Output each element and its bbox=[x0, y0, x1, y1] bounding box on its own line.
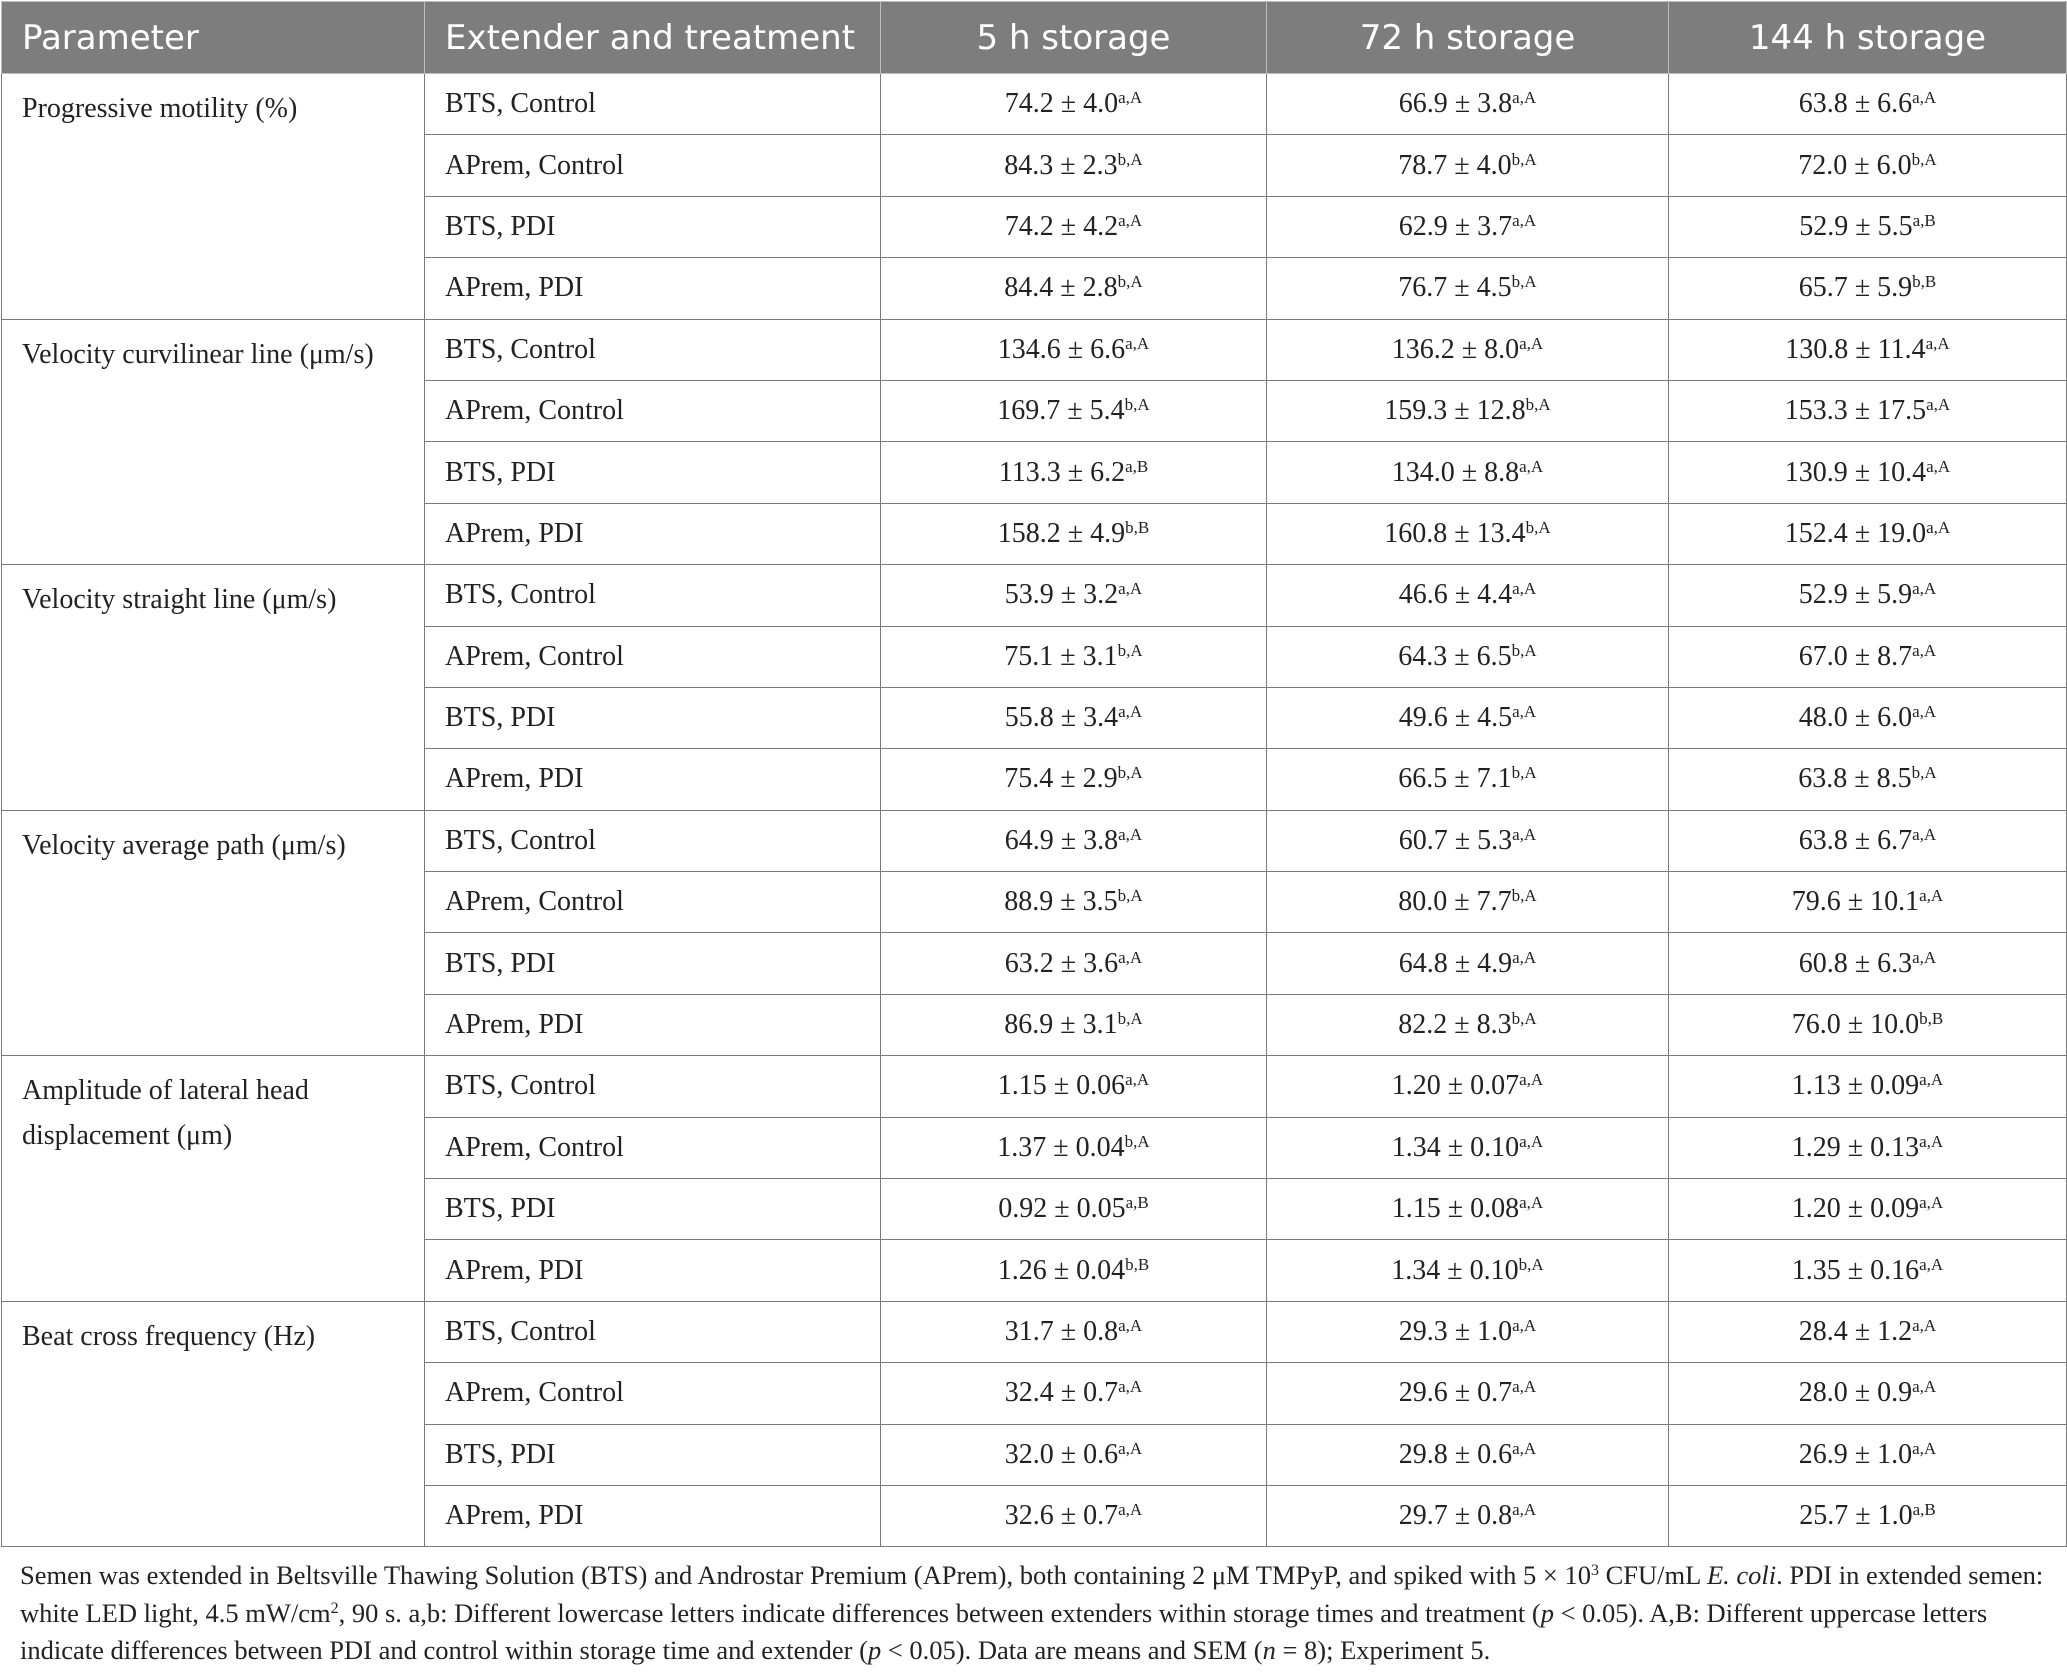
footnote-p-symbol: p bbox=[867, 1635, 882, 1665]
value-72h-significance: a,A bbox=[1519, 1131, 1544, 1151]
footnote-superscript: 3 bbox=[1590, 1562, 1599, 1579]
treatment-cell: BTS, Control bbox=[425, 810, 881, 871]
footnote-text: < 0.05). Data are means and SEM ( bbox=[881, 1635, 1263, 1665]
value-5h-significance: b,B bbox=[1125, 1254, 1150, 1274]
value-5h-mean-sem: 32.4 ± 0.7 bbox=[1004, 1377, 1119, 1409]
value-5h-mean-sem: 55.8 ± 3.4 bbox=[1004, 702, 1119, 734]
value-144h-mean-sem: 28.4 ± 1.2 bbox=[1798, 1316, 1913, 1347]
value-72h-cell bbox=[1267, 1240, 1669, 1301]
treatment-cell: APrem, Control bbox=[425, 626, 881, 687]
value-5h-mean-sem: 1.26 ± 0.04 bbox=[997, 1254, 1126, 1286]
value-5h-mean-sem: 63.2 ± 3.6 bbox=[1004, 947, 1119, 979]
treatment-cell: BTS, Control bbox=[425, 319, 881, 380]
value-144h-significance: a,A bbox=[1919, 1254, 1944, 1274]
value-5h-cell bbox=[881, 503, 1267, 564]
value-144h-cell bbox=[1669, 1301, 2067, 1362]
parameter-label: Velocity straight line (μm/s) bbox=[22, 584, 337, 616]
footnote-text: , 90 s. a,b: Different lowercase letters indicate differences between extenders within storage times and treatment ( bbox=[338, 1597, 1541, 1628]
value-144h-cell bbox=[1669, 319, 2067, 380]
value-144h-mean-sem: 52.9 ± 5.5 bbox=[1799, 210, 1913, 242]
footnote-p-symbol: p bbox=[1540, 1597, 1554, 1628]
value-72h-significance: a,A bbox=[1519, 1070, 1544, 1090]
value-5h-mean-sem: 1.37 ± 0.04 bbox=[997, 1131, 1125, 1163]
footnote-superscript: 2 bbox=[330, 1599, 339, 1617]
value-144h-significance: a,A bbox=[1926, 517, 1951, 537]
value-5h-cell bbox=[881, 687, 1267, 748]
value-72h-cell bbox=[1267, 135, 1669, 196]
value-144h-cell bbox=[1669, 687, 2067, 748]
value-72h-mean-sem: 80.0 ± 7.7 bbox=[1398, 886, 1512, 918]
value-5h-mean-sem: 169.7 ± 5.4 bbox=[997, 395, 1125, 427]
parameter-label: Beat cross frequency (Hz) bbox=[22, 1320, 316, 1352]
value-72h-cell bbox=[1267, 74, 1669, 135]
value-5h-significance: a,A bbox=[1118, 1316, 1143, 1335]
value-72h-mean-sem: 160.8 ± 13.4 bbox=[1384, 517, 1526, 549]
value-5h-cell bbox=[881, 196, 1267, 257]
value-5h-cell bbox=[881, 994, 1267, 1055]
treatment-cell: APrem, PDI bbox=[425, 1240, 881, 1301]
value-144h-significance: a,A bbox=[1912, 1377, 1937, 1397]
value-5h-cell bbox=[881, 1240, 1267, 1301]
value-144h-mean-sem: 72.0 ± 6.0 bbox=[1798, 149, 1912, 181]
value-5h-mean-sem: 158.2 ± 4.9 bbox=[997, 517, 1126, 549]
parameter-cell bbox=[2, 565, 425, 811]
value-72h-cell bbox=[1267, 933, 1669, 994]
value-5h-mean-sem: 75.1 ± 3.1 bbox=[1004, 640, 1118, 672]
value-5h-significance: a,A bbox=[1125, 333, 1150, 353]
value-144h-cell bbox=[1669, 810, 2067, 871]
value-144h-significance: a,A bbox=[1912, 702, 1937, 722]
value-5h-mean-sem: 64.9 ± 3.8 bbox=[1004, 824, 1119, 856]
value-144h-mean-sem: 67.0 ± 8.7 bbox=[1798, 640, 1913, 672]
header-144h-storage: 144 h storage bbox=[1669, 2, 2067, 74]
value-144h-significance: a,A bbox=[1926, 395, 1951, 415]
value-144h-significance: a,A bbox=[1919, 1070, 1944, 1090]
value-72h-cell bbox=[1267, 442, 1669, 503]
value-72h-cell bbox=[1267, 258, 1669, 319]
parameter-label-line: displacement (μm) bbox=[22, 1120, 233, 1152]
value-144h-mean-sem: 79.6 ± 10.1 bbox=[1791, 886, 1920, 918]
value-144h-cell bbox=[1669, 565, 2067, 626]
parameter-cell bbox=[2, 74, 425, 320]
value-144h-significance: b,A bbox=[1911, 149, 1937, 169]
value-72h-cell bbox=[1267, 503, 1669, 564]
value-144h-mean-sem: 130.9 ± 10.4 bbox=[1784, 456, 1927, 488]
value-144h-mean-sem: 48.0 ± 6.0 bbox=[1798, 702, 1913, 734]
value-144h-significance: a,A bbox=[1912, 824, 1937, 844]
value-144h-significance: a,B bbox=[1912, 1500, 1936, 1520]
parameter-cell bbox=[2, 1056, 425, 1302]
header-row bbox=[2, 2, 2067, 74]
value-72h-mean-sem: 76.7 ± 4.5 bbox=[1398, 272, 1512, 304]
value-5h-significance: b,A bbox=[1124, 1131, 1150, 1151]
value-72h-significance: a,A bbox=[1512, 579, 1537, 599]
value-5h-significance: a,A bbox=[1118, 947, 1143, 967]
footnote-n-symbol: n bbox=[1262, 1635, 1276, 1665]
treatment-cell: APrem, Control bbox=[425, 380, 881, 441]
footnote-text: < 0.05). A,B: Different uppercase letters indicate differences between PDI and control within storage time and extender ( bbox=[20, 1597, 1988, 1665]
value-72h-mean-sem: 64.3 ± 6.5 bbox=[1398, 640, 1512, 672]
value-5h-cell bbox=[881, 442, 1267, 503]
footnote-text: Semen was extended in Beltsville Thawing Solution (BTS) and Androstar Premium (APrem), both containing 2 μM TMPyP, and spiked with 5 × 10 bbox=[20, 1560, 1591, 1590]
value-72h-mean-sem: 1.20 ± 0.07 bbox=[1391, 1070, 1520, 1102]
value-72h-mean-sem: 136.2 ± 8.0 bbox=[1391, 333, 1520, 365]
value-72h-cell bbox=[1267, 565, 1669, 626]
treatment-cell: BTS, PDI bbox=[425, 933, 881, 994]
value-72h-mean-sem: 78.7 ± 4.0 bbox=[1398, 149, 1512, 181]
value-5h-cell bbox=[881, 1056, 1267, 1117]
value-144h-significance: a,B bbox=[1912, 210, 1936, 230]
value-5h-significance: b,A bbox=[1117, 1009, 1143, 1029]
value-5h-significance: a,A bbox=[1118, 88, 1143, 108]
value-144h-cell bbox=[1669, 258, 2067, 319]
parameter-label: Progressive motility (%) bbox=[22, 93, 298, 124]
value-72h-significance: a,A bbox=[1512, 1377, 1537, 1397]
value-144h-mean-sem: 63.8 ± 6.7 bbox=[1798, 824, 1913, 856]
table-row bbox=[2, 565, 2067, 626]
value-5h-significance: b,A bbox=[1117, 640, 1143, 660]
value-144h-significance: b,B bbox=[1912, 272, 1937, 292]
value-144h-cell bbox=[1669, 442, 2067, 503]
value-5h-cell bbox=[881, 872, 1267, 933]
table-row bbox=[2, 1056, 2067, 1117]
value-72h-significance: a,A bbox=[1512, 947, 1537, 967]
treatment-cell: BTS, Control bbox=[425, 1301, 881, 1362]
value-5h-significance: a,A bbox=[1125, 1070, 1150, 1090]
value-5h-significance: b,A bbox=[1117, 886, 1143, 906]
value-72h-cell bbox=[1267, 749, 1669, 810]
table-row bbox=[2, 74, 2067, 135]
value-5h-cell bbox=[881, 626, 1267, 687]
value-144h-cell bbox=[1669, 380, 2067, 441]
value-5h-significance: a,A bbox=[1118, 210, 1143, 230]
value-144h-mean-sem: 130.8 ± 11.4 bbox=[1785, 333, 1926, 365]
value-72h-significance: a,A bbox=[1512, 88, 1537, 108]
value-72h-significance: a,A bbox=[1519, 456, 1544, 476]
value-144h-mean-sem: 153.3 ± 17.5 bbox=[1784, 395, 1927, 427]
value-72h-mean-sem: 64.8 ± 4.9 bbox=[1398, 947, 1513, 979]
value-5h-mean-sem: 32.6 ± 0.7 bbox=[1004, 1500, 1119, 1532]
value-5h-cell bbox=[881, 749, 1267, 810]
value-5h-significance: b,A bbox=[1117, 149, 1143, 169]
value-144h-mean-sem: 25.7 ± 1.0 bbox=[1799, 1500, 1913, 1532]
value-5h-cell bbox=[881, 74, 1267, 135]
value-144h-mean-sem: 60.8 ± 6.3 bbox=[1798, 947, 1913, 979]
header-extender-treatment: Extender and treatment bbox=[425, 2, 881, 74]
value-5h-mean-sem: 31.7 ± 0.8 bbox=[1004, 1316, 1119, 1347]
value-144h-significance: a,A bbox=[1912, 88, 1937, 108]
treatment-cell: APrem, PDI bbox=[425, 749, 881, 810]
value-144h-significance: a,A bbox=[1919, 1131, 1944, 1151]
value-5h-significance: b,A bbox=[1117, 763, 1143, 783]
value-144h-significance: b,A bbox=[1911, 763, 1937, 783]
value-72h-cell bbox=[1267, 872, 1669, 933]
value-5h-significance: a,B bbox=[1125, 456, 1149, 476]
value-5h-significance: a,A bbox=[1118, 1438, 1143, 1458]
footnote-text: CFU/mL bbox=[1598, 1560, 1707, 1590]
value-144h-significance: a,A bbox=[1912, 1316, 1937, 1335]
value-72h-mean-sem: 1.15 ± 0.08 bbox=[1391, 1193, 1520, 1225]
value-144h-cell bbox=[1669, 872, 2067, 933]
parameter-cell bbox=[2, 1301, 425, 1547]
value-72h-mean-sem: 134.0 ± 8.8 bbox=[1391, 456, 1520, 488]
value-5h-mean-sem: 53.9 ± 3.2 bbox=[1004, 579, 1119, 611]
value-144h-mean-sem: 152.4 ± 19.0 bbox=[1784, 517, 1927, 549]
value-144h-significance: a,A bbox=[1912, 1438, 1937, 1458]
treatment-cell: APrem, Control bbox=[425, 872, 881, 933]
value-5h-significance: a,A bbox=[1118, 824, 1143, 844]
value-144h-cell bbox=[1669, 503, 2067, 564]
value-72h-cell bbox=[1267, 810, 1669, 871]
treatment-cell: APrem, PDI bbox=[425, 503, 881, 564]
value-72h-mean-sem: 66.5 ± 7.1 bbox=[1398, 763, 1512, 795]
value-5h-mean-sem: 113.3 ± 6.2 bbox=[998, 456, 1126, 488]
value-72h-significance: b,A bbox=[1511, 640, 1537, 660]
value-72h-mean-sem: 29.3 ± 1.0 bbox=[1398, 1316, 1513, 1347]
value-144h-significance: a,A bbox=[1919, 1193, 1944, 1213]
value-72h-significance: b,A bbox=[1525, 517, 1551, 537]
value-144h-cell bbox=[1669, 1117, 2067, 1178]
value-72h-significance: a,A bbox=[1512, 1316, 1537, 1335]
value-144h-significance: a,A bbox=[1926, 456, 1951, 476]
value-144h-cell bbox=[1669, 135, 2067, 196]
value-144h-mean-sem: 28.0 ± 0.9 bbox=[1798, 1377, 1913, 1409]
value-5h-mean-sem: 0.92 ± 0.05 bbox=[998, 1193, 1126, 1225]
treatment-cell: BTS, Control bbox=[425, 1056, 881, 1117]
value-144h-cell bbox=[1669, 1485, 2067, 1546]
parameter-cell bbox=[2, 810, 425, 1056]
parameter-label: Velocity average path (μm/s) bbox=[22, 829, 346, 861]
treatment-cell: BTS, PDI bbox=[425, 442, 881, 503]
value-5h-mean-sem: 74.2 ± 4.0 bbox=[1004, 88, 1119, 120]
header-72h-storage: 72 h storage bbox=[1267, 2, 1669, 74]
value-5h-significance: a,A bbox=[1118, 579, 1143, 599]
value-72h-mean-sem: 1.34 ± 0.10 bbox=[1391, 1254, 1519, 1286]
treatment-cell: APrem, PDI bbox=[425, 994, 881, 1055]
value-5h-cell bbox=[881, 258, 1267, 319]
treatment-cell: BTS, Control bbox=[425, 74, 881, 135]
parameter-label-line: Amplitude of lateral head bbox=[22, 1075, 309, 1107]
treatment-cell: BTS, Control bbox=[425, 565, 881, 626]
value-144h-mean-sem: 26.9 ± 1.0 bbox=[1798, 1438, 1913, 1470]
value-144h-cell bbox=[1669, 749, 2067, 810]
value-72h-mean-sem: 66.9 ± 3.8 bbox=[1398, 88, 1513, 120]
value-144h-cell bbox=[1669, 1240, 2067, 1301]
treatment-cell: BTS, PDI bbox=[425, 1424, 881, 1485]
value-5h-mean-sem: 75.4 ± 2.9 bbox=[1004, 763, 1118, 795]
value-72h-mean-sem: 60.7 ± 5.3 bbox=[1398, 824, 1513, 856]
parameter-label: Velocity curvilinear line (μm/s) bbox=[22, 338, 374, 370]
value-5h-cell bbox=[881, 1363, 1267, 1424]
value-72h-significance: a,A bbox=[1512, 210, 1537, 230]
value-144h-mean-sem: 1.20 ± 0.09 bbox=[1791, 1193, 1920, 1225]
value-72h-mean-sem: 82.2 ± 8.3 bbox=[1398, 1009, 1512, 1041]
value-144h-cell bbox=[1669, 196, 2067, 257]
value-5h-mean-sem: 88.9 ± 3.5 bbox=[1004, 886, 1118, 918]
value-5h-cell bbox=[881, 380, 1267, 441]
value-72h-mean-sem: 46.6 ± 4.4 bbox=[1398, 579, 1513, 611]
treatment-cell: APrem, Control bbox=[425, 135, 881, 196]
value-72h-significance: a,A bbox=[1512, 1500, 1537, 1520]
treatment-cell: APrem, Control bbox=[425, 1117, 881, 1178]
footnote-text: = 8); Experiment 5. bbox=[1275, 1635, 1491, 1665]
value-5h-significance: b,B bbox=[1125, 517, 1150, 537]
treatment-cell: BTS, PDI bbox=[425, 1179, 881, 1240]
value-144h-cell bbox=[1669, 74, 2067, 135]
value-144h-significance: a,A bbox=[1925, 333, 1950, 353]
header-parameter: Parameter bbox=[2, 2, 425, 74]
value-72h-mean-sem: 29.8 ± 0.6 bbox=[1398, 1438, 1513, 1470]
value-72h-cell bbox=[1267, 687, 1669, 748]
value-144h-mean-sem: 65.7 ± 5.9 bbox=[1798, 272, 1913, 304]
treatment-cell: BTS, PDI bbox=[425, 196, 881, 257]
value-72h-cell bbox=[1267, 1301, 1669, 1362]
header-5h-storage: 5 h storage bbox=[881, 2, 1267, 74]
value-5h-mean-sem: 86.9 ± 3.1 bbox=[1004, 1009, 1118, 1041]
value-72h-cell bbox=[1267, 626, 1669, 687]
value-72h-significance: b,A bbox=[1511, 149, 1537, 169]
value-72h-cell bbox=[1267, 1117, 1669, 1178]
value-72h-cell bbox=[1267, 1179, 1669, 1240]
treatment-cell: APrem, PDI bbox=[425, 258, 881, 319]
value-5h-cell bbox=[881, 1301, 1267, 1362]
value-72h-cell bbox=[1267, 319, 1669, 380]
value-72h-mean-sem: 159.3 ± 12.8 bbox=[1384, 395, 1526, 427]
value-72h-mean-sem: 62.9 ± 3.7 bbox=[1398, 210, 1513, 242]
value-5h-cell bbox=[881, 319, 1267, 380]
value-144h-mean-sem: 76.0 ± 10.0 bbox=[1791, 1009, 1920, 1041]
value-144h-mean-sem: 63.8 ± 8.5 bbox=[1798, 763, 1912, 795]
treatment-cell: APrem, PDI bbox=[425, 1485, 881, 1546]
value-72h-cell bbox=[1267, 994, 1669, 1055]
table-row bbox=[2, 319, 2067, 380]
value-72h-significance: b,A bbox=[1511, 272, 1537, 292]
table-row bbox=[2, 1301, 2067, 1362]
value-144h-cell bbox=[1669, 1424, 2067, 1485]
treatment-cell: BTS, PDI bbox=[425, 687, 881, 748]
value-144h-cell bbox=[1669, 1056, 2067, 1117]
value-5h-cell bbox=[881, 810, 1267, 871]
value-144h-cell bbox=[1669, 1179, 2067, 1240]
value-72h-mean-sem: 29.6 ± 0.7 bbox=[1398, 1377, 1513, 1409]
value-72h-significance: a,A bbox=[1512, 1438, 1537, 1458]
table-row bbox=[2, 810, 2067, 871]
value-5h-mean-sem: 32.0 ± 0.6 bbox=[1004, 1438, 1119, 1470]
value-5h-significance: a,A bbox=[1118, 702, 1143, 722]
value-5h-cell bbox=[881, 1424, 1267, 1485]
value-144h-significance: a,A bbox=[1912, 640, 1937, 660]
value-144h-mean-sem: 1.13 ± 0.09 bbox=[1791, 1070, 1920, 1102]
value-5h-mean-sem: 74.2 ± 4.2 bbox=[1004, 210, 1119, 242]
value-72h-cell bbox=[1267, 1056, 1669, 1117]
value-5h-significance: a,A bbox=[1118, 1500, 1143, 1520]
value-72h-mean-sem: 29.7 ± 0.8 bbox=[1398, 1500, 1513, 1532]
value-144h-significance: a,A bbox=[1912, 579, 1937, 599]
value-144h-cell bbox=[1669, 994, 2067, 1055]
value-144h-significance: a,A bbox=[1919, 886, 1944, 906]
value-144h-cell bbox=[1669, 1363, 2067, 1424]
value-5h-significance: a,A bbox=[1118, 1377, 1143, 1397]
treatment-cell: APrem, Control bbox=[425, 1363, 881, 1424]
value-72h-cell bbox=[1267, 380, 1669, 441]
value-5h-mean-sem: 1.15 ± 0.06 bbox=[997, 1070, 1126, 1102]
value-5h-significance: a,B bbox=[1125, 1193, 1149, 1213]
value-5h-cell bbox=[881, 933, 1267, 994]
value-72h-cell bbox=[1267, 1485, 1669, 1546]
value-72h-significance: a,A bbox=[1519, 1193, 1544, 1213]
value-5h-significance: b,A bbox=[1117, 272, 1143, 292]
value-5h-mean-sem: 84.3 ± 2.3 bbox=[1004, 149, 1118, 181]
value-144h-significance: b,B bbox=[1919, 1009, 1944, 1029]
value-5h-cell bbox=[881, 565, 1267, 626]
table-header bbox=[2, 2, 2067, 74]
table-footnote bbox=[20, 1557, 2050, 1670]
value-72h-significance: b,A bbox=[1518, 1254, 1544, 1274]
value-144h-mean-sem: 1.29 ± 0.13 bbox=[1791, 1131, 1920, 1163]
table-body bbox=[2, 74, 2067, 1547]
value-144h-mean-sem: 1.35 ± 0.16 bbox=[1791, 1254, 1920, 1286]
value-72h-significance: b,A bbox=[1511, 1009, 1537, 1029]
footnote-species: E. coli bbox=[1706, 1560, 1777, 1590]
value-72h-significance: b,A bbox=[1511, 763, 1537, 783]
value-72h-significance: a,A bbox=[1512, 702, 1537, 722]
value-5h-cell bbox=[881, 1485, 1267, 1546]
value-144h-significance: a,A bbox=[1912, 947, 1937, 967]
value-72h-significance: a,A bbox=[1519, 333, 1544, 353]
value-72h-significance: b,A bbox=[1525, 395, 1551, 415]
results-table bbox=[1, 1, 2067, 1547]
value-72h-cell bbox=[1267, 196, 1669, 257]
value-72h-significance: a,A bbox=[1512, 824, 1537, 844]
value-72h-cell bbox=[1267, 1363, 1669, 1424]
parameter-cell bbox=[2, 319, 425, 565]
value-5h-mean-sem: 134.6 ± 6.6 bbox=[997, 333, 1126, 365]
footnote-text: . PDI in extended semen: white LED light, 4.5 mW/cm bbox=[20, 1560, 2044, 1628]
value-72h-significance: b,A bbox=[1511, 886, 1537, 906]
value-72h-mean-sem: 49.6 ± 4.5 bbox=[1398, 702, 1513, 734]
value-72h-mean-sem: 1.34 ± 0.10 bbox=[1391, 1131, 1520, 1163]
value-72h-cell bbox=[1267, 1424, 1669, 1485]
value-5h-significance: b,A bbox=[1124, 395, 1150, 415]
value-144h-cell bbox=[1669, 933, 2067, 994]
value-144h-mean-sem: 63.8 ± 6.6 bbox=[1798, 88, 1913, 120]
value-5h-mean-sem: 84.4 ± 2.8 bbox=[1004, 272, 1118, 304]
value-144h-cell bbox=[1669, 626, 2067, 687]
value-5h-cell bbox=[881, 1117, 1267, 1178]
value-144h-mean-sem: 52.9 ± 5.9 bbox=[1798, 579, 1913, 611]
value-5h-cell bbox=[881, 1179, 1267, 1240]
value-5h-cell bbox=[881, 135, 1267, 196]
